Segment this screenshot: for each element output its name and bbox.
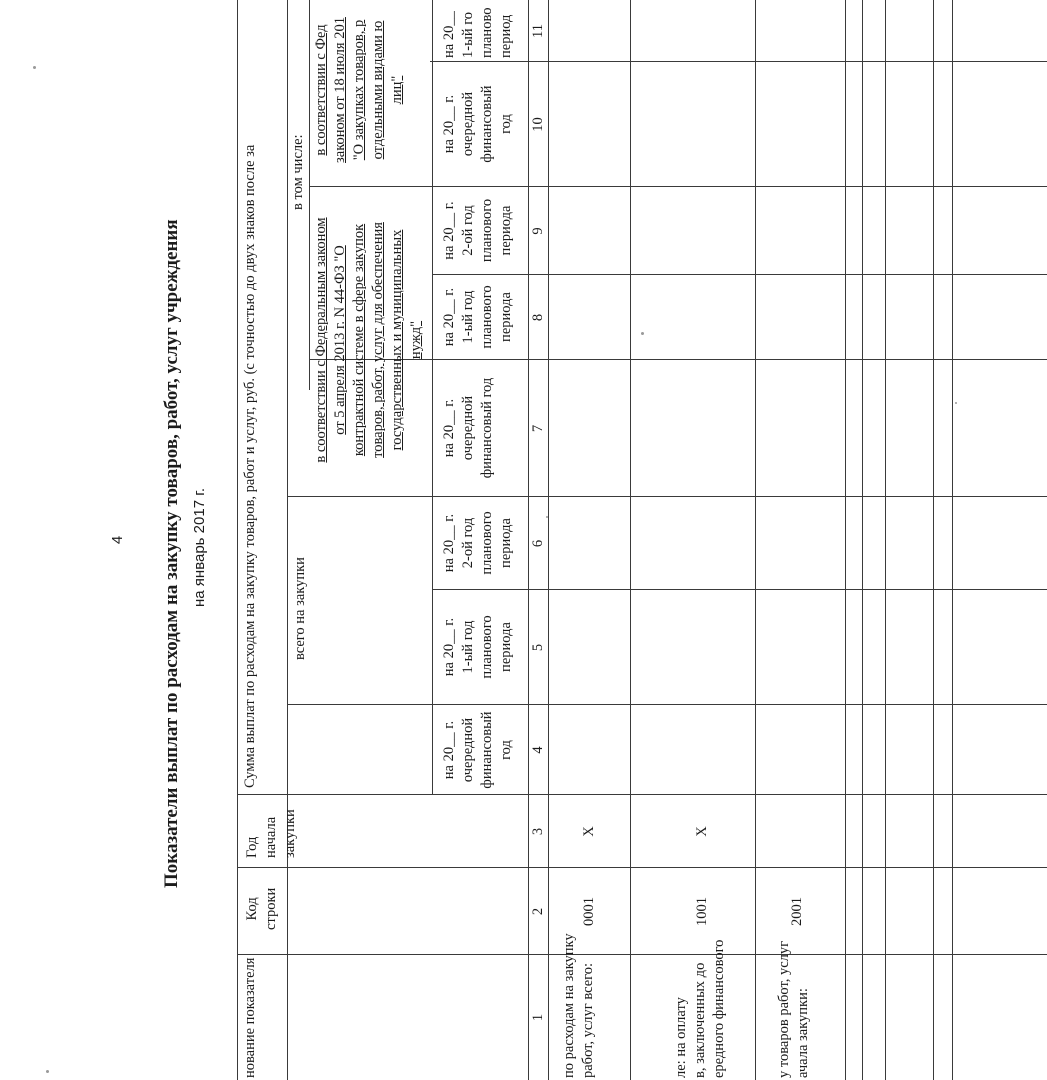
table-rule [432, 0, 433, 795]
column-number: 9 [530, 227, 546, 235]
column-number: 1 [530, 1013, 546, 1022]
column-number: 6 [530, 539, 546, 548]
period-line: очередной [460, 717, 476, 783]
row-name-line: ле: на оплату [673, 997, 689, 1078]
period-line: планового [479, 615, 495, 679]
period-line: периода [498, 205, 514, 256]
period-line: финансовый год [479, 377, 495, 479]
period-line: год [498, 114, 514, 134]
period-col-11 [440, 0, 516, 58]
row-name-line: работ, услуг всего: [580, 962, 596, 1078]
column-number: 8 [530, 313, 546, 322]
page-number: 4 [109, 535, 126, 545]
law-223fz-line: в соответствии с Фед [313, 24, 329, 156]
table-rule [237, 0, 238, 1080]
period-line: финансовый [479, 711, 495, 789]
column-number: 7 [530, 424, 546, 433]
law-44fz-line: от 5 апреля 2013 г. N 44-ФЗ "О [332, 245, 348, 435]
period-line: на 20__ г. [441, 398, 457, 458]
period-line: периода [498, 622, 514, 672]
law-44fz-line: контрактной системе в сфере закупок [351, 223, 367, 457]
row-name [775, 941, 813, 1078]
table-rule [287, 496, 1047, 497]
header-total-purchases: всего на закупки [292, 557, 308, 660]
period-line: период [498, 14, 514, 58]
table-rule [237, 794, 1047, 795]
period-line: очередной [460, 91, 476, 157]
row-year: X [581, 826, 597, 837]
header-payments-sum: Сумма выплат по расходам на закупку товаров, работ и услуг, руб. (с точностью до двух знаков после за [242, 144, 258, 788]
table-rule [309, 0, 310, 390]
period-col-9 [440, 188, 516, 273]
period-col-6 [440, 498, 516, 588]
period-line: 1-ый го [460, 11, 476, 58]
column-number: 4 [530, 746, 546, 754]
page-subtitle: на январь 2017 г. [191, 487, 208, 607]
table-rule [309, 186, 1047, 187]
period-line: на 20__ г. [441, 720, 457, 780]
period-line: 2-ой год [460, 517, 476, 569]
period-line: на 20__ [441, 11, 457, 58]
table-rule [528, 0, 529, 1080]
header-row-code-line: строки [263, 887, 279, 930]
table-rule [933, 0, 934, 1080]
table-rule [630, 0, 631, 1080]
period-col-7 [440, 361, 497, 495]
header-purchase-year-line: начала [263, 816, 279, 858]
header-row-code [243, 888, 281, 930]
period-line: на 20__ г. [441, 513, 457, 573]
period-line: на 20__ г. [441, 287, 457, 347]
header-purchase-year-line: закупки [282, 809, 298, 858]
law-223fz-text [312, 0, 407, 180]
table-rule [287, 0, 288, 1080]
table-rule [432, 589, 1047, 590]
header-indicator-name: нование показателя [242, 957, 258, 1078]
period-col-8 [440, 276, 516, 358]
table-rule [237, 954, 1047, 955]
law-44fz-line: товаров, работ, услуг для обеспечения [370, 222, 386, 458]
row-code: 1001 [694, 897, 710, 926]
row-name-line: по расходам на закупку [561, 933, 577, 1078]
period-line: на 20__ г. [441, 201, 457, 260]
law-223fz-line: "О закупках товаров, р [351, 19, 367, 161]
table-rule [548, 0, 549, 1080]
period-line: 1-ый год [460, 290, 476, 344]
column-number: 3 [530, 827, 546, 836]
period-col-10 [440, 63, 516, 185]
column-number: 2 [530, 907, 546, 916]
page-title: Показатели выплат по расходам на закупку товаров, работ, услуг учреждения [161, 219, 182, 888]
table-rule [287, 704, 1047, 705]
row-name [672, 940, 729, 1078]
period-line: год [498, 740, 514, 760]
period-col-5 [440, 591, 516, 703]
row-name-line: ачала закупки: [795, 988, 811, 1078]
table-rule [237, 867, 1047, 868]
row-year: X [694, 826, 710, 837]
column-number: 5 [530, 643, 546, 652]
table-rule [432, 274, 1047, 275]
period-line: на 20__ г. [441, 94, 457, 154]
header-purchase-year-line: Год [244, 836, 260, 858]
period-line: периода [498, 518, 514, 568]
row-name [560, 933, 598, 1078]
row-name-line: у товаров работ, услуг [776, 940, 792, 1078]
table-rule [885, 0, 886, 1080]
period-line: 2-ой год [460, 205, 476, 256]
law-44fz-line: в соответствии с Федеральным законом [313, 217, 329, 463]
law-44fz-text [312, 190, 426, 490]
column-number: 11 [530, 24, 546, 38]
table-rule [862, 0, 863, 1080]
table-rule [755, 0, 756, 1080]
period-line: очередной [460, 395, 476, 461]
law-223fz-line: отдельными видами ю [370, 20, 386, 160]
row-code: 0001 [581, 897, 597, 926]
row-code: 2001 [789, 897, 805, 926]
row-name-line: в, заключенных до [692, 962, 708, 1078]
period-line: финансовый [479, 85, 495, 163]
table-rule [845, 0, 846, 1080]
table-rule [952, 0, 953, 1080]
law-223fz-line: законом от 18 июля 201 [332, 17, 348, 163]
law-223fz-line: лиц" [389, 75, 405, 105]
period-line: 1-ый год [460, 620, 476, 674]
header-including: в том числе: [290, 134, 306, 210]
period-line: планового [479, 198, 495, 263]
period-line: планово [479, 7, 495, 58]
period-line: периода [498, 292, 514, 342]
header-purchase-year [243, 809, 300, 858]
row-name-line: ередного финансового [711, 939, 727, 1078]
period-line: на 20__ г. [441, 617, 457, 677]
column-number: 10 [530, 117, 546, 132]
period-line: планового [479, 285, 495, 349]
law-44fz-line: государственных и муниципальных [389, 229, 405, 451]
law-44fz-line: нужд" [408, 320, 424, 360]
period-col-4 [440, 707, 516, 793]
table-rule [430, 61, 1047, 62]
header-row-code-line: Код [244, 897, 260, 921]
period-line: планового [479, 511, 495, 575]
